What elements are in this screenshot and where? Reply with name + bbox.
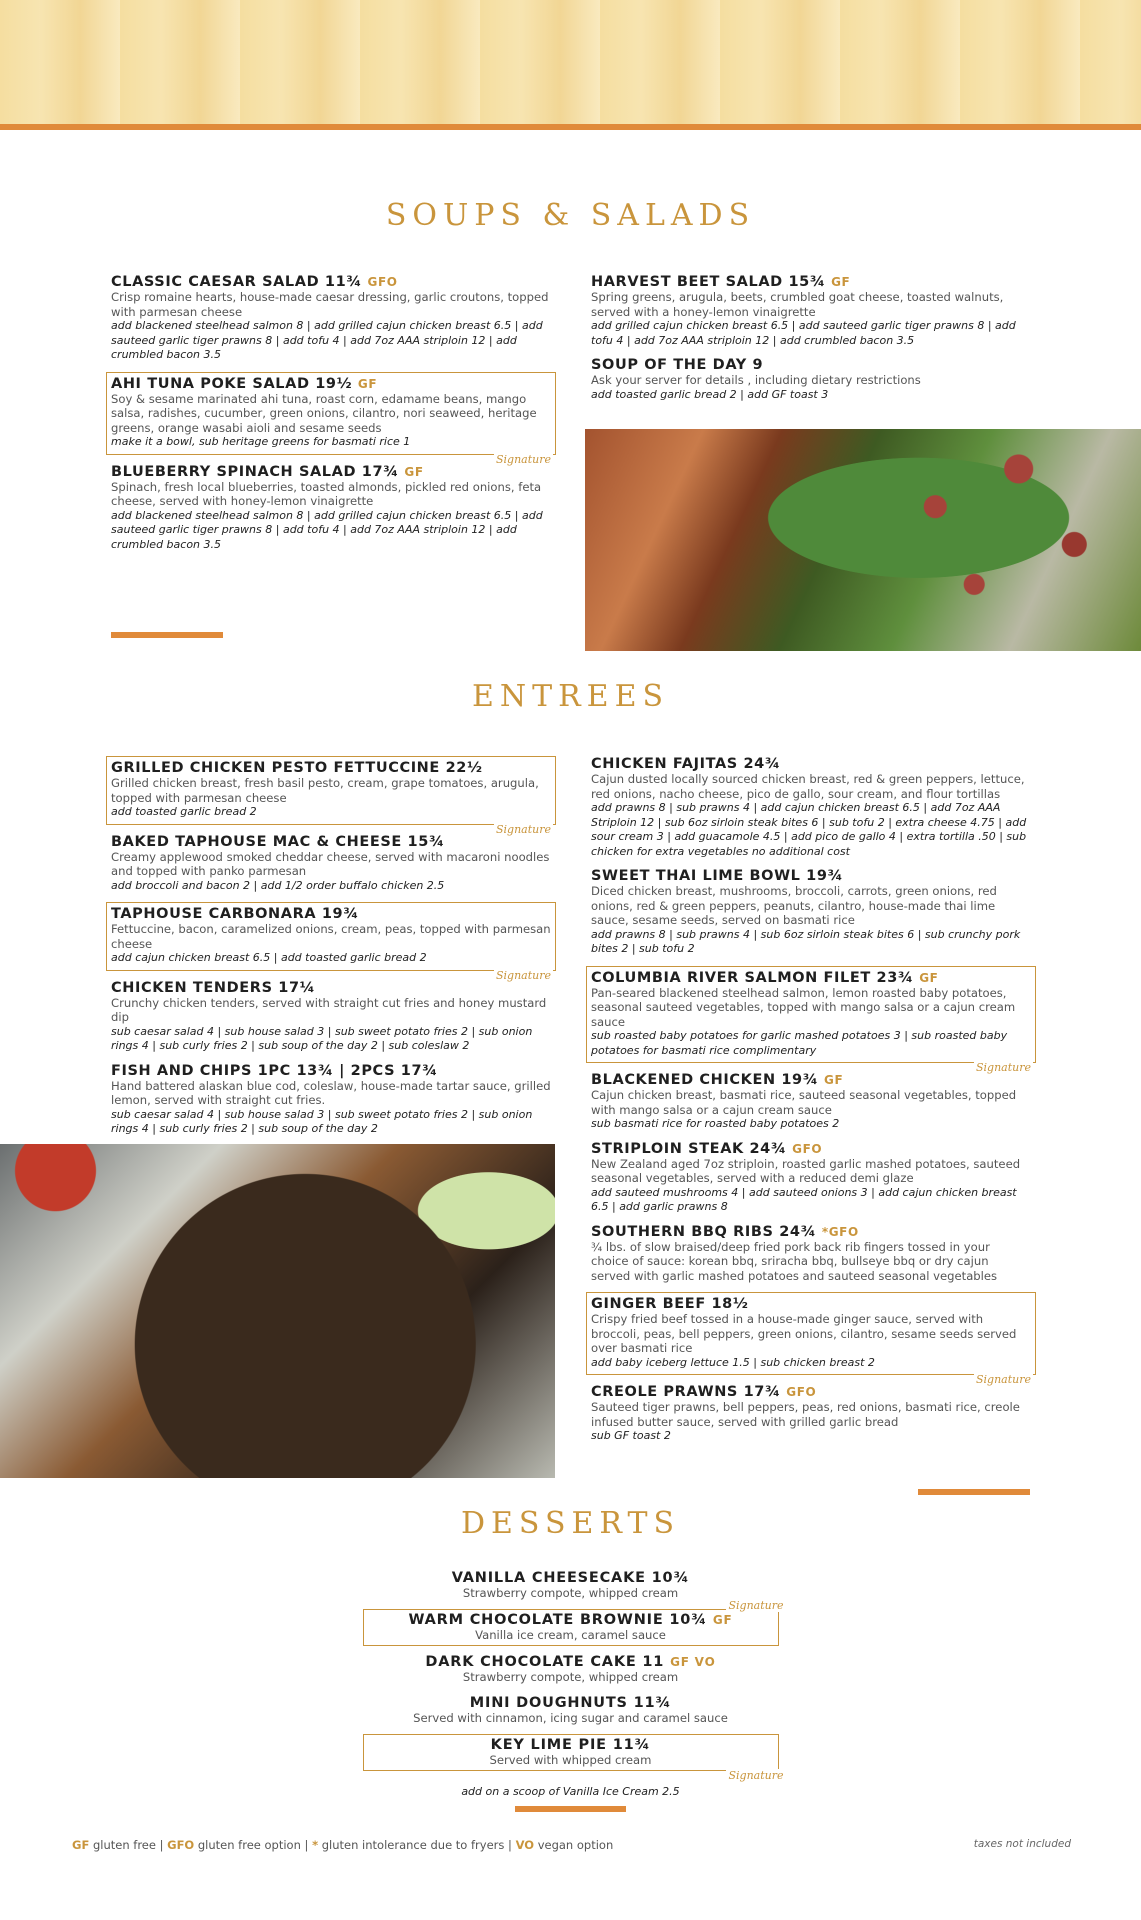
menu-item-thai-lime-bowl [591, 868, 1031, 957]
section-title-entrees: ENTREES [471, 679, 670, 714]
item-name: CHICKEN FAJITAS 24¾ [591, 756, 781, 772]
diet-tag: GFO [792, 1141, 823, 1156]
item-description: Spring greens, arugula, beets, crumbled goat cheese, toasted walnuts, served with a honey-lemon vinaigrette [591, 290, 1004, 319]
item-name: STRIPLOIN STEAK 24¾ [591, 1140, 787, 1157]
item-description: Ask your server for details , including dietary restrictions [591, 373, 921, 387]
menu-item-salmon-filet [586, 966, 1036, 1074]
legend-gf: GF [72, 1838, 90, 1852]
item-addons: add prawns 8 | sub prawns 4 | add cajun chicken breast 6.5 | add 7oz AAA Striploin 12 | sub 6oz sirloin steak bites 6 | sub tofu 2 | extra cheese 4.75 | add sour cream 3 | add guacamole 4.5 | add pico de gallo 4 | extra tortilla .50 | sub chicken for extra vegetables no additional cost [591, 801, 1027, 858]
item-addons: sub basmati rice for roasted baby potatoes 2 [591, 1117, 840, 1130]
item-addons: add prawns 8 | sub prawns 4 | sub 6oz sirloin steak bites 6 | sub crunchy pork bites 2 | sub tofu 2 [591, 927, 1021, 955]
diet-tag: GF VO [670, 1655, 716, 1669]
item-name: TAPHOUSE CARBONARA 19¾ [111, 906, 359, 922]
menu-item-bbq-ribs [591, 1224, 1031, 1284]
item-addons: add broccoli and bacon 2 | add 1/2 order buffalo chicken 2.5 [111, 878, 445, 892]
item-description: Vanilla ice cream, caramel sauce [475, 1628, 666, 1642]
dessert-chocolate-cake [364, 1652, 778, 1687]
menu-item-fish-chips [111, 1063, 551, 1137]
item-description: Soy & sesame marinated ahi tuna, roast corn, edamame beans, mango salsa, radishes, cucumber, green onions, cilantro, nori seaweed, heritage greens, orange wasabi aioli and sesame seeds [111, 391, 537, 435]
diet-tag: GF [404, 464, 424, 479]
menu-item-mac-cheese [111, 834, 551, 894]
item-name: BAKED TAPHOUSE MAC & CHEESE 15¾ [111, 833, 445, 850]
legend-gf-text: gluten free | [92, 1838, 164, 1852]
item-addons: add blackened steelhead salmon 8 | add grilled cajun chicken breast 6.5 | add sauteed garlic tiger prawns 8 | add tofu 4 | add 7oz AAA striploin 12 | add crumbled bacon 3.5 [111, 319, 543, 361]
diet-tag: GFO [367, 275, 398, 289]
item-description: Cajun dusted locally sourced chicken breast, red & green peppers, lettuce, red onions, nacho cheese, pico de gallo, sour cream, and flour tortillas [591, 772, 1025, 801]
item-description: Spinach, fresh local blueberries, toasted almonds, pickled red onions, feta cheese, served with honey-lemon vinaigrette [111, 479, 542, 508]
accent-bar [515, 1806, 626, 1812]
item-name: AHI TUNA POKE SALAD 19½ [111, 375, 353, 392]
menu-item-fajitas [591, 756, 1031, 859]
item-name: FISH AND CHIPS 1PC 13¾ | 2PCS 17¾ [111, 1062, 438, 1079]
item-name: HARVEST BEET SALAD 15¾ [591, 274, 826, 290]
item-description: Served with cinnamon, icing sugar and caramel sauce [413, 1711, 728, 1725]
menu-item-caesar [111, 274, 551, 363]
section-title-desserts: DESSERTS [460, 1506, 681, 1541]
soups-left-column [111, 274, 551, 561]
menu-item-blueberry-spinach [111, 464, 551, 553]
signature-badge: Signature [975, 1373, 1031, 1386]
dessert-mini-doughnuts [364, 1693, 778, 1728]
legend-gfo-text: gluten free option | [197, 1838, 309, 1852]
banner-divider [0, 124, 1141, 130]
signature-badge: Signature [728, 1769, 784, 1782]
taxes-note: taxes not included [973, 1838, 1071, 1850]
item-description: New Zealand aged 7oz striploin, roasted garlic mashed potatoes, sauteed seasonal vegetables, served with a reduced demi glaze [591, 1156, 1021, 1185]
entrees-right-column [591, 756, 1031, 1453]
legend-vo-text: vegan option [537, 1838, 614, 1852]
item-description: Diced chicken breast, mushrooms, broccoli, carrots, green onions, red onions, red & green peppers, peanuts, cilantro, house-made thai lime sauce, sesame seeds, served on basmati rice [591, 884, 997, 927]
fajita-photo [0, 1144, 555, 1478]
diet-tag: GF [824, 1073, 844, 1087]
signature-badge: Signature [495, 822, 551, 836]
dessert-brownie [363, 1599, 784, 1646]
item-description: Hand battered alaskan blue cod, coleslaw, house-made tartar sauce, grilled lemon, served with straight cut fries. [111, 1078, 551, 1107]
item-name: MINI DOUGHNUTS 11¾ [469, 1695, 672, 1711]
dessert-key-lime-pie [363, 1734, 784, 1782]
item-description: Strawberry compote, whipped cream [462, 1670, 679, 1684]
dessert-cheesecake [364, 1568, 778, 1603]
accent-bar [111, 632, 223, 638]
item-addons: add toasted garlic bread 2 | add GF toast 3 [591, 387, 829, 401]
item-description: Crisp romaine hearts, house-made caesar dressing, garlic croutons, topped with parmesan cheese [111, 290, 549, 319]
item-description: ¾ lbs. of slow braised/deep fried pork back rib fingers tossed in your choice of sauce: korean bbq, sriracha bbq, bullseye bbq or dry cajun served with garlic mashed potatoes and sauteed seasonal vegetables [591, 1239, 998, 1283]
legend-star-text: gluten intolerance due to fryers | [321, 1838, 512, 1852]
item-description: Grilled chicken breast, fresh basil pesto, cream, grape tomatoes, arugula, topped with parmesan cheese [111, 776, 539, 805]
signature-badge: Signature [728, 1599, 784, 1612]
signature-badge: Signature [495, 968, 551, 982]
item-description: Cajun chicken breast, basmati rice, sauteed seasonal vegetables, topped with mango salsa or a cajun cream sauce [591, 1088, 1017, 1117]
item-name: KEY LIME PIE 11¾ [490, 1737, 651, 1753]
item-addons: add toasted garlic bread 2 [111, 805, 257, 818]
dietary-legend [72, 1838, 613, 1852]
item-addons: sub caesar salad 4 | sub house salad 3 | sub sweet potato fries 2 | sub onion rings 4 | sub curly fries 2 | sub soup of the day 2 | sub coleslaw 2 [111, 1024, 533, 1052]
item-addons: make it a bowl, sub heritage greens for basmati rice 1 [111, 435, 411, 448]
item-name: CREOLE PRAWNS 17¾ [591, 1384, 781, 1400]
diet-tag: GF [831, 275, 851, 289]
soups-right-column [591, 274, 1031, 411]
menu-item-striploin [591, 1141, 1031, 1215]
item-addons: sub GF toast 2 [591, 1429, 671, 1442]
menu-item-blackened-chicken [591, 1072, 1031, 1132]
item-addons: sub caesar salad 4 | sub house salad 3 | sub sweet potato fries 2 | sub onion rings 4 | sub curly fries 2 | sub soup of the day 2 [111, 1107, 533, 1135]
item-addons: add sauteed mushrooms 4 | add sauteed onions 3 | add cajun chicken breast 6.5 | add garlic prawns 8 [591, 1185, 1017, 1213]
dessert-addon-note: add on a scoop of Vanilla Ice Cream 2.5 [461, 1785, 680, 1798]
item-description: Fettuccine, bacon, caramelized onions, cream, peas, topped with parmesan cheese [111, 922, 551, 951]
legend-vo: VO [515, 1838, 535, 1852]
accent-bar [918, 1489, 1030, 1495]
menu-item-carbonara [106, 902, 556, 982]
item-name: CHICKEN TENDERS 17¼ [111, 979, 316, 996]
legend-gfo: GFO [167, 1838, 195, 1852]
menu-item-creole-prawns [591, 1384, 1031, 1444]
signature-badge: Signature [975, 1061, 1031, 1074]
item-addons: sub roasted baby potatoes for garlic mashed potatoes 3 | sub roasted baby potatoes for basmati rice complimentary [591, 1029, 1008, 1057]
header-banner [0, 0, 1141, 124]
signature-badge: Signature [495, 452, 551, 466]
item-description: Pan-seared blackened steelhead salmon, lemon roasted baby potatoes, seasonal sauteed vegetables, topped with mango salsa or a cajun cream sauce [591, 985, 1016, 1029]
item-name: COLUMBIA RIVER SALMON FILET 23¾ [591, 969, 914, 986]
item-name: GRILLED CHICKEN PESTO FETTUCCINE 22½ [111, 760, 483, 776]
item-addons: add blackened steelhead salmon 8 | add grilled cajun chicken breast 6.5 | add sauteed garlic tiger prawns 8 | add tofu 4 | add 7oz AAA striploin 12 | add crumbled bacon 3.5 [111, 508, 543, 551]
diet-tag: GF [712, 1613, 733, 1627]
menu-item-ahi-tuna [106, 372, 556, 466]
menu-item-soup-of-day [591, 357, 1031, 402]
item-description: Crispy fried beef tossed in a house-made ginger sauce, served with broccoli, peas, bell peppers, green onions, cilantro, sesame seeds served over basmati rice [591, 1312, 1017, 1355]
item-addons: add grilled cajun chicken breast 6.5 | add sauteed garlic tiger prawns 8 | add tofu 4 | add 7oz AAA striploin 12 | add crumbled bacon 3.5 [591, 319, 1016, 347]
item-name: SOUTHERN BBQ RIBS 24¾ [591, 1223, 817, 1240]
diet-tag: *GFO [821, 1224, 859, 1239]
item-name: SOUP OF THE DAY 9 [591, 357, 764, 373]
diet-tag: GF [919, 970, 939, 985]
item-name: VANILLA CHEESECAKE 10¾ [451, 1570, 690, 1586]
diet-tag: GFO [786, 1385, 817, 1399]
item-name: DARK CHOCOLATE CAKE 11 [425, 1654, 665, 1670]
menu-item-harvest-beet [591, 274, 1031, 348]
item-name: CLASSIC CAESAR SALAD 11¾ [111, 274, 362, 290]
diet-tag: GF [357, 376, 378, 391]
item-name: WARM CHOCOLATE BROWNIE 10¾ [408, 1612, 707, 1628]
item-name: BLUEBERRY SPINACH SALAD 17¾ [111, 463, 399, 480]
desserts-list [0, 1568, 1141, 1800]
item-name: BLACKENED CHICKEN 19¾ [591, 1072, 819, 1088]
item-addons: add baby iceberg lettuce 1.5 | sub chicken breast 2 [591, 1355, 875, 1369]
menu-item-pesto-fettuccine [106, 756, 556, 836]
item-description: Crunchy chicken tenders, served with straight cut fries and honey mustard dip [111, 995, 547, 1024]
item-description: Creamy applewood smoked cheddar cheese, served with macaroni noodles and topped with panko parmesan [111, 849, 550, 878]
item-addons: add cajun chicken breast 6.5 | add toasted garlic bread 2 [111, 951, 427, 964]
item-name: GINGER BEEF 18½ [591, 1296, 749, 1312]
legend-star: * [312, 1838, 319, 1852]
item-description: Sauteed tiger prawns, bell peppers, peas, red onions, basmati rice, creole infused butter sauce, served with grilled garlic bread [591, 1400, 1020, 1429]
item-description: Served with whipped cream [489, 1753, 652, 1767]
section-title-soups-salads: SOUPS & SALADS [385, 198, 756, 233]
menu-item-chicken-tenders [111, 980, 551, 1054]
salad-photo [585, 429, 1141, 651]
menu-item-ginger-beef [586, 1292, 1036, 1386]
item-name: SWEET THAI LIME BOWL 19¾ [591, 868, 844, 884]
entrees-left-column [111, 756, 551, 1146]
item-description: Strawberry compote, whipped cream [462, 1586, 679, 1600]
